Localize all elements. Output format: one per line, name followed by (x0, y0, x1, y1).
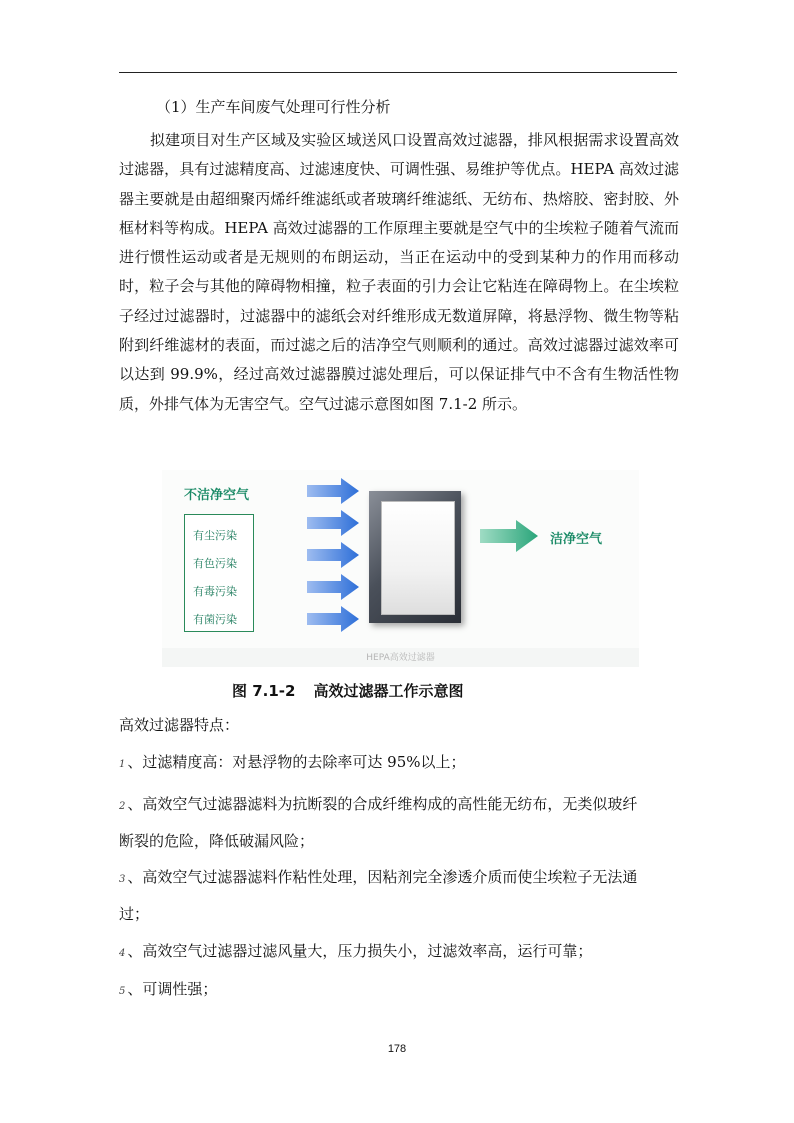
section-title: （1）生产车间废气处理可行性分析 (156, 98, 391, 116)
feature-number: 4 (119, 948, 126, 959)
feature-text: 、高效空气过滤器过滤风量大，压力损失小，过滤效率高，运行可靠； (127, 942, 593, 960)
page-number: 178 (387, 1043, 407, 1055)
feature-number: 2 (119, 801, 126, 812)
hepa-filter-media (381, 501, 455, 615)
blue-arrow-icon (307, 574, 359, 600)
blue-arrow-icon (307, 606, 359, 632)
feature-item (119, 751, 466, 772)
pollution-tag: 有尘污染 (193, 529, 237, 542)
feature-text: 过； (119, 905, 150, 923)
feature-text: 、高效空气过滤器滤料作粘性处理，因粘剂完全渗透介质而使尘埃粒子无法通 (127, 868, 638, 886)
feature-text: 、可调性强； (127, 980, 218, 998)
figure-hepa-diagram (162, 470, 639, 667)
figure-title: 高效过滤器工作示意图 (313, 682, 464, 700)
header-rule (119, 72, 677, 73)
feature-item (119, 940, 592, 961)
feature-number: 3 (119, 874, 126, 885)
feature-item (119, 978, 217, 999)
dirty-air-label: 不洁净空气 (184, 488, 250, 503)
feature-item-continuation (119, 830, 314, 851)
pollution-tag: 有菌污染 (193, 613, 237, 626)
clean-air-label: 洁净空气 (550, 532, 603, 547)
green-arrow-icon (480, 520, 538, 552)
blue-arrow-icon (307, 478, 359, 504)
figure-number: 图 7.1-2 (232, 682, 296, 700)
feature-item-continuation (119, 903, 149, 924)
pollution-tag: 有毒污染 (193, 585, 237, 598)
features-heading: 高效过滤器特点： (119, 716, 240, 734)
feature-item (119, 866, 637, 887)
body-paragraph: 拟建项目对生产区域及实验区域送风口设置高效过滤器，排风根据需求设置高效过滤器，具有过滤精度高、过滤速度快、可调性强、易维护等优点。HEPA 高效过滤器主要就是由超细聚丙烯纤维滤纸或者玻璃纤维滤纸、无纺布、热熔胶、密封胶、外框材料等构成。HEPA 高效过滤器的工作原理主要就是空气中的尘埃粒子随着气流而进行惯性运动或者是无规则的布朗运动，当正在运动中的受到某种力的作用而移动时，粒子会与其他的障碍物相撞，粒子表面的引力会让它粘连在障碍物上。在尘埃粒子经过过滤器时，过滤器中的滤纸会对纤维形成无数道屏障，将悬浮物、微生物等粘附到纤维滤材的表面，而过滤之后的洁净空气则顺利的通过。高效过滤器过滤效率可以达到 99.9%，经过高效过滤器膜过滤处理后，可以保证排气中不含有生物活性物质，外排气体为无害空气。空气过滤示意图如图 7.1-2 所示。 (119, 131, 679, 413)
feature-text: 、高效空气过滤器滤料为抗断裂的合成纤维构成的高性能无纺布，无类似玻纤 (127, 795, 638, 813)
figure-canvas (162, 470, 639, 648)
pollution-tag-box (184, 514, 254, 632)
figure-caption (232, 680, 463, 701)
feature-text: 、过滤精度高：对悬浮物的去除率可达 95%以上； (127, 753, 466, 771)
blue-arrow-icon (307, 510, 359, 536)
feature-number: 1 (119, 759, 126, 770)
blue-arrow-icon (307, 542, 359, 568)
pollution-tag: 有色污染 (193, 557, 237, 570)
feature-item (119, 793, 637, 814)
feature-text: 断裂的危险，降低破漏风险； (119, 832, 315, 850)
figure-footer-label: HEPA高效过滤器 (366, 653, 435, 663)
feature-number: 5 (119, 986, 126, 997)
